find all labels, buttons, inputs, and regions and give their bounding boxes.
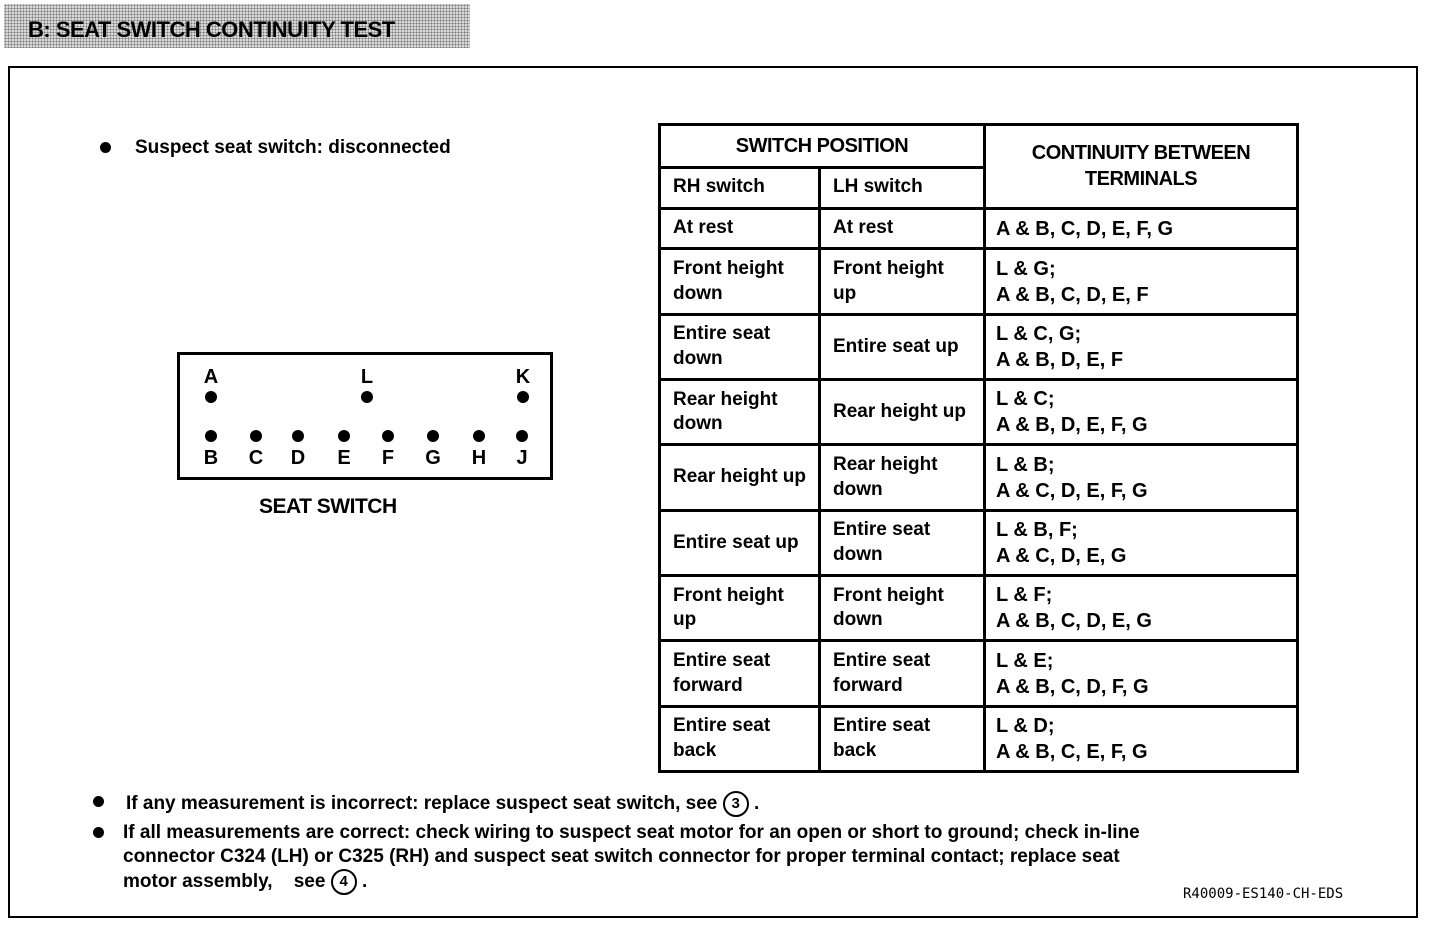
terminal-pin-label: E bbox=[337, 447, 351, 469]
note-correct-line3 bbox=[123, 869, 367, 895]
table-row bbox=[660, 249, 1298, 314]
terminal-pin-label: G bbox=[425, 447, 441, 469]
terminal-pin-dot bbox=[382, 430, 394, 442]
lh-switch-cell: Entire seat up bbox=[820, 314, 985, 379]
rh-switch-cell: Entire seat forward bbox=[660, 641, 820, 706]
terminal-pin-dot bbox=[205, 430, 217, 442]
terminal-pin-dot bbox=[516, 430, 528, 442]
continuity-cell bbox=[985, 208, 1298, 249]
continuity-line-2: A & B, C, D, E, F bbox=[996, 283, 1149, 306]
lh-switch-cell: Entire seat forward bbox=[820, 641, 985, 706]
continuity-line-1: L & B, F; bbox=[996, 518, 1078, 541]
lh-switch-cell: Entire seat down bbox=[820, 510, 985, 575]
table-row bbox=[660, 208, 1298, 249]
continuity-line-1: L & B; bbox=[996, 453, 1055, 476]
note-incorrect-end: . bbox=[753, 793, 760, 815]
continuity-rows bbox=[660, 208, 1298, 771]
table-row bbox=[660, 641, 1298, 706]
intro-text: Suspect seat switch: disconnected bbox=[135, 137, 451, 158]
bullet-icon bbox=[100, 142, 111, 153]
bullet-icon bbox=[93, 827, 104, 838]
continuity-line-2: A & C, D, E, G bbox=[996, 544, 1127, 567]
continuity-header: CONTINUITY BETWEEN TERMINALS bbox=[985, 125, 1298, 209]
rh-switch-cell: Front height down bbox=[660, 249, 820, 314]
rh-switch-cell: Rear height down bbox=[660, 380, 820, 445]
terminal-pin-dot bbox=[205, 391, 217, 403]
continuity-line-1: L & D; bbox=[996, 714, 1055, 737]
reference-code: R40009-ES140-CH-EDS bbox=[1183, 886, 1344, 902]
table-row bbox=[660, 445, 1298, 510]
terminal-pin-label: H bbox=[471, 447, 487, 469]
continuity-line-1: A & B, C, D, E, F, G bbox=[996, 217, 1174, 240]
note-correct-end: . bbox=[361, 871, 368, 893]
seat-switch-caption: SEAT SWITCH bbox=[259, 495, 397, 518]
lh-switch-cell: Entire seat back bbox=[820, 706, 985, 771]
continuity-line-2: A & B, D, E, F bbox=[996, 348, 1124, 371]
step-3-ref-icon: 3 bbox=[723, 791, 749, 817]
continuity-line-2: A & B, C, E, F, G bbox=[996, 740, 1148, 763]
section-header-banner bbox=[4, 4, 470, 48]
table-row bbox=[660, 380, 1298, 445]
rh-switch-cell: Front height up bbox=[660, 576, 820, 641]
terminal-pin-dot bbox=[338, 430, 350, 442]
note-correct-line2: connector C324 (LH) or C325 (RH) and suspect seat switch connector for proper terminal contact; replace seat bbox=[123, 846, 1120, 867]
terminal-pin-label: F bbox=[381, 447, 395, 469]
continuity-cell bbox=[985, 576, 1298, 641]
continuity-line-1: L & G; bbox=[996, 257, 1056, 280]
terminal-pin-dot bbox=[427, 430, 439, 442]
lh-switch-cell: Rear height up bbox=[820, 380, 985, 445]
continuity-line-1: L & F; bbox=[996, 584, 1053, 607]
section-title: B: SEAT SWITCH CONTINUITY TEST bbox=[28, 17, 395, 42]
continuity-line-1: L & C; bbox=[996, 388, 1055, 411]
table-row bbox=[660, 314, 1298, 379]
lh-switch-cell: Rear height down bbox=[820, 445, 985, 510]
terminal-pin-dot bbox=[517, 391, 529, 403]
terminal-pin-label: L bbox=[360, 366, 374, 388]
lh-switch-cell: Front height up bbox=[820, 249, 985, 314]
bullet-icon bbox=[93, 796, 104, 807]
continuity-line-1: L & C, G; bbox=[996, 322, 1082, 345]
continuity-cell bbox=[985, 445, 1298, 510]
terminal-pin-dot bbox=[361, 391, 373, 403]
terminal-pin-label: A bbox=[203, 366, 219, 388]
continuity-cell bbox=[985, 706, 1298, 771]
continuity-cell bbox=[985, 380, 1298, 445]
rh-switch-cell: At rest bbox=[660, 208, 820, 249]
terminal-pin-dot bbox=[473, 430, 485, 442]
note-correct-line3-text: motor assembly, see bbox=[123, 871, 326, 893]
continuity-line-1: L & E; bbox=[996, 649, 1054, 672]
note-incorrect bbox=[126, 791, 759, 817]
rh-switch-cell: Entire seat up bbox=[660, 510, 820, 575]
continuity-cell bbox=[985, 249, 1298, 314]
table-row bbox=[660, 510, 1298, 575]
continuity-line-2: A & B, D, E, F, G bbox=[996, 414, 1148, 437]
note-correct-line1: If all measurements are correct: check wiring to suspect seat motor for an open or short to ground; check in-line bbox=[123, 822, 1140, 843]
continuity-line-2: A & C, D, E, F, G bbox=[996, 479, 1148, 502]
terminal-pin-label: J bbox=[516, 447, 528, 469]
switch-position-header: SWITCH POSITION bbox=[660, 125, 985, 168]
terminal-pin-dot bbox=[250, 430, 262, 442]
continuity-cell bbox=[985, 510, 1298, 575]
continuity-line-2: A & B, C, D, F, G bbox=[996, 675, 1149, 698]
terminal-pin-label: C bbox=[248, 447, 264, 469]
table-row bbox=[660, 706, 1298, 771]
continuity-table bbox=[658, 123, 1299, 773]
rh-switch-cell: Entire seat down bbox=[660, 314, 820, 379]
continuity-line-2: A & B, C, D, E, G bbox=[996, 610, 1152, 633]
terminal-pin-label: K bbox=[515, 366, 531, 388]
table-row bbox=[660, 576, 1298, 641]
lh-switch-header: LH switch bbox=[820, 167, 985, 208]
rh-switch-header: RH switch bbox=[660, 167, 820, 208]
step-4-ref-icon: 4 bbox=[331, 869, 357, 895]
terminal-pin-label: D bbox=[290, 447, 306, 469]
continuity-cell bbox=[985, 314, 1298, 379]
continuity-cell bbox=[985, 641, 1298, 706]
rh-switch-cell: Rear height up bbox=[660, 445, 820, 510]
terminal-pin-dot bbox=[292, 430, 304, 442]
lh-switch-cell: At rest bbox=[820, 208, 985, 249]
terminal-pin-label: B bbox=[203, 447, 219, 469]
note-incorrect-text: If any measurement is incorrect: replace suspect seat switch, see bbox=[126, 793, 718, 815]
lh-switch-cell: Front height down bbox=[820, 576, 985, 641]
rh-switch-cell: Entire seat back bbox=[660, 706, 820, 771]
